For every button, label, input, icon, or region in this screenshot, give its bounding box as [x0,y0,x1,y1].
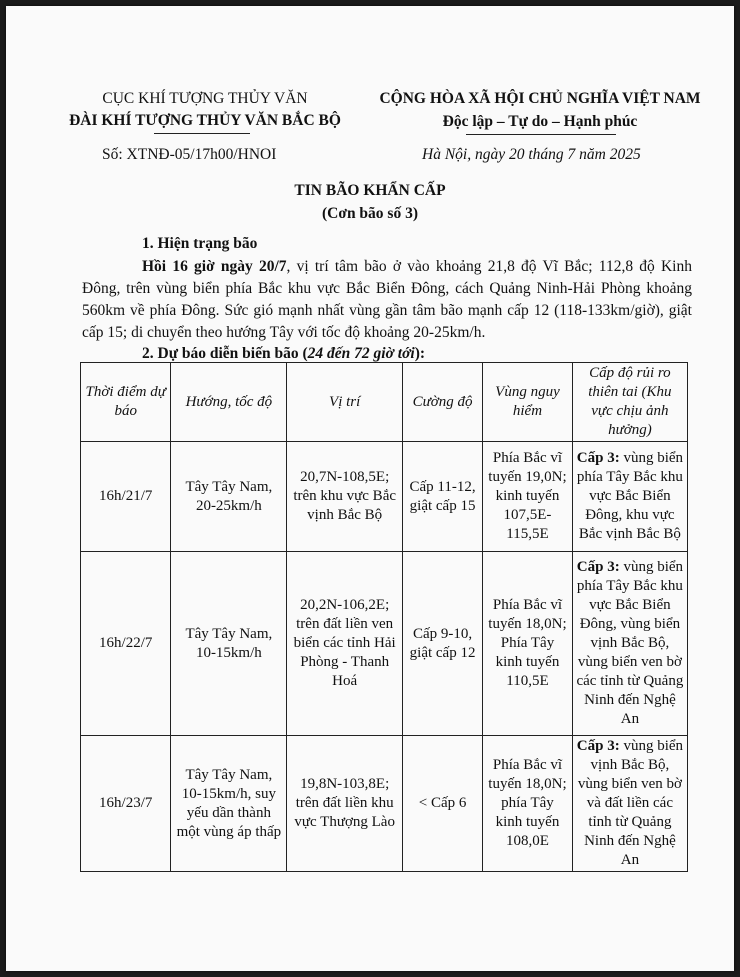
cell-risk [572,442,687,552]
cell-risk [572,736,687,872]
risk-area: vùng biển vịnh Bắc Bộ, vùng biển ven bờ và đất liền các tỉnh từ Quảng Ninh đến Nghệ An [577,738,684,868]
section-2-heading-text: 2. Dự báo diễn biến bão ( [142,345,308,362]
cell-danger-zone: Phía Bắc vĩ tuyến 19,0N; kinh tuyến 107,5E-115,5E [483,442,573,552]
motto-underline [466,134,616,135]
header-time: Thời điểm dự báo [81,363,171,442]
section-1-body: , vị trí tâm bão ở vào khoảng 21,8 độ Vĩ Bắc; 112,8 độ Kinh Đông, trên vùng biển phía Bắc khu vực Bắc Biển Đông, cách Quảng Ninh-Hải Phòng khoảng 560km về phía Đông. Sức gió mạnh nhất vùng gần tâm bão mạnh cấp 12 (118-133km/giờ), giật cấp 15; di chuyển theo hướng Tây với tốc độ khoảng 20-25km/h. [82,258,692,341]
cell-position: 19,8N-103,8E; trên đất liền khu vực Thượng Lào [287,736,403,872]
cell-intensity: Cấp 11-12, giật cấp 15 [403,442,483,552]
document-title: TIN BÃO KHẨN CẤP [294,182,446,199]
cell-time: 16h/21/7 [81,442,171,552]
cell-time: 16h/22/7 [81,552,171,736]
risk-area: vùng biển phía Tây Bắc khu vực Bắc Biển Đông, vùng biển vịnh Bắc Bộ, vùng biển ven bờ các tỉnh từ Quảng Ninh đến Nghệ An [576,559,684,727]
table-row [81,552,688,736]
table-header-row [81,363,688,442]
risk-level: Cấp 3: [576,559,620,575]
document-subtitle: (Cơn bão số 3) [322,205,418,222]
motto: Độc lập – Tự do – Hạnh phúc [442,113,638,130]
header-position: Vị trí [287,363,403,442]
cell-position: 20,2N-106,2E; trên đất liền ven biển các tỉnh Hải Phòng - Thanh Hoá [287,552,403,736]
agency-underline [154,133,250,134]
place-date: Hà Nội, ngày 20 tháng 7 năm 2025 [422,146,641,163]
header-direction: Hướng, tốc độ [171,363,287,442]
doc-number: Số: XTNĐ-05/17h00/HNOI [102,146,277,163]
agency-name: ĐÀI KHÍ TƯỢNG THỦY VĂN BẮC BỘ [69,112,341,129]
cell-danger-zone: Phía Bắc vĩ tuyến 18,0N; phía Tây kinh tuyến 108,0E [483,736,573,872]
header-intensity: Cường độ [403,363,483,442]
table-row [81,442,688,552]
section-1-paragraph [82,256,692,344]
country-name: CỘNG HÒA XÃ HỘI CHỦ NGHĨA VIỆT NAM [379,90,701,107]
cell-direction: Tây Tây Nam, 20-25km/h [171,442,287,552]
cell-direction: Tây Tây Nam, 10-15km/h [171,552,287,736]
cell-intensity: Cấp 9-10, giật cấp 12 [403,552,483,736]
section-1-lead: Hồi 16 giờ ngày 20/7 [142,258,287,275]
document-page [6,6,734,971]
cell-risk [572,552,687,736]
cell-direction: Tây Tây Nam, 10-15km/h, suy yếu dần thành một vùng áp thấp [171,736,287,872]
header-risk-level: Cấp độ rủi ro thiên tai (Khu vực chịu ảnh hưởng) [572,363,687,442]
risk-level: Cấp 3: [576,738,620,754]
risk-level: Cấp 3: [576,450,620,466]
section-1-heading: 1. Hiện trạng bão [142,235,258,252]
forecast-table [80,362,688,872]
cell-time: 16h/23/7 [81,736,171,872]
table-row [81,736,688,872]
section-2-heading [142,345,425,363]
cell-intensity: < Cấp 6 [403,736,483,872]
header-danger-zone: Vùng nguy hiểm [483,363,573,442]
section-2-heading-end: ): [414,345,426,362]
agency-parent: CỤC KHÍ TƯỢNG THỦY VĂN [102,90,308,107]
cell-position: 20,7N-108,5E; trên khu vực Bắc vịnh Bắc Bộ [287,442,403,552]
cell-danger-zone: Phía Bắc vĩ tuyến 18,0N; Phía Tây kinh tuyến 110,5E [483,552,573,736]
risk-area: vùng biển phía Tây Bắc khu vực Bắc Biển Đông, khu vực Bắc vịnh Bắc Bộ [576,450,684,542]
section-2-heading-italic: 24 đến 72 giờ tới [307,345,415,362]
